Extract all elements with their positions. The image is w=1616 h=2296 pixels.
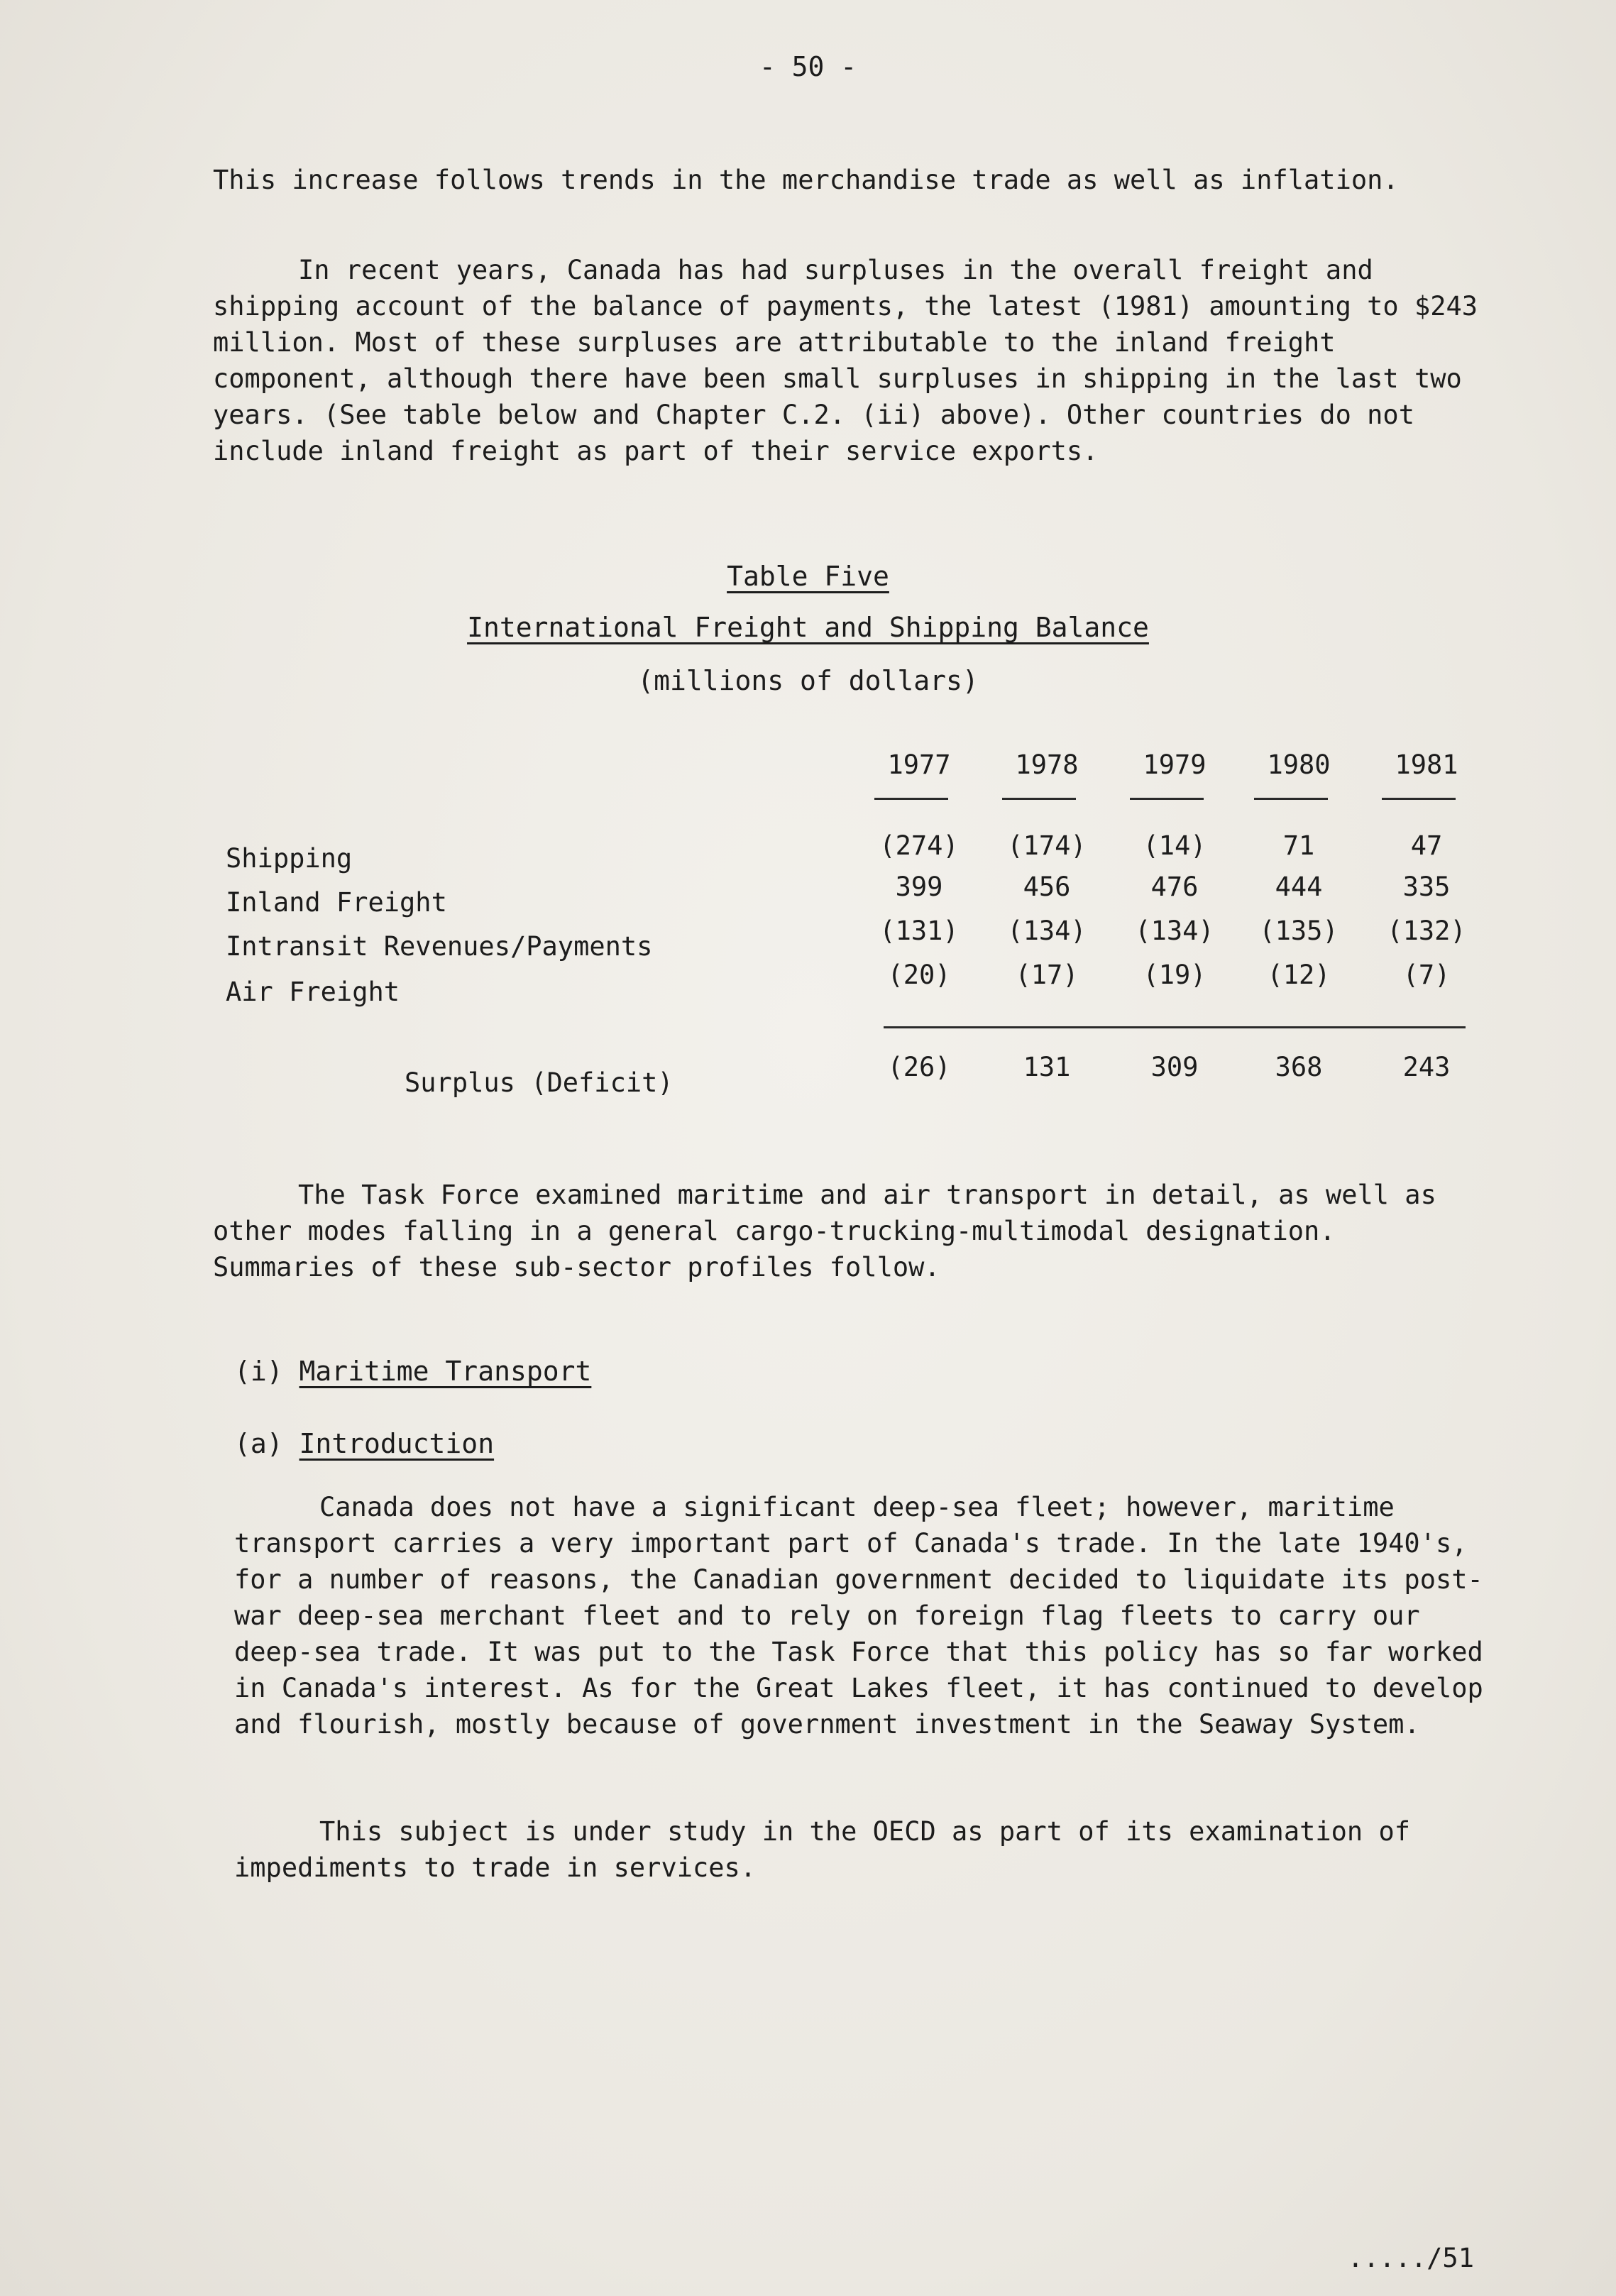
table-cell: (20): [887, 960, 951, 990]
table-cell: 368: [1275, 1052, 1323, 1082]
table-subtitle: (millions of dollars): [637, 665, 979, 696]
table-row: [213, 960, 1483, 1007]
row-label: Surplus (Deficit): [405, 1067, 674, 1098]
row-label: Shipping: [226, 843, 353, 874]
table-cell: (19): [1143, 960, 1206, 990]
table-cell: 71: [1282, 830, 1315, 861]
table-cell: 243: [1402, 1052, 1451, 1082]
column-header: 1980: [1267, 749, 1331, 780]
table-cell: 476: [1150, 872, 1199, 902]
subsection-heading: (a) Introduction: [234, 1428, 495, 1459]
table-cell: 131: [1023, 1052, 1071, 1082]
paragraph-4: Canada does not have a significant deep-sea fleet; however, maritime transport carries a very important part of Canada's trade. In the late 1940's, for a number of reasons, the Canadian government decided to liquidate its post-war deep-sea merchant fleet and to rely on foreign flag fleets to carry our deep-sea trade. It was put to the Task Force that this policy has so far worked in Canada's interest. As for the Great Lakes fleet, it has continued to develop and flourish, mostly because of government investment in the Seaway System.: [234, 1492, 1483, 1740]
table-cell: (7): [1402, 960, 1451, 990]
table-total-row: [213, 1052, 1483, 1098]
column-header: 1979: [1143, 749, 1206, 780]
page-number: - 50 -: [759, 51, 857, 82]
table-cell: (134): [1007, 916, 1087, 946]
column-rule: [874, 798, 948, 800]
table-cell: 456: [1023, 872, 1071, 902]
column-header: 1981: [1395, 749, 1458, 780]
column-header: 1978: [1015, 749, 1079, 780]
table-cell: (17): [1015, 960, 1079, 990]
table-cell: (14): [1143, 830, 1206, 861]
row-label: Inland Freight: [226, 887, 447, 918]
table-cell: (131): [879, 916, 959, 946]
table-cell: 399: [895, 872, 943, 902]
column-rule: [1382, 798, 1456, 800]
table-cell: 335: [1402, 872, 1451, 902]
table-label: Table Five: [727, 561, 889, 592]
total-rule: [884, 1026, 1466, 1028]
table-cell: (174): [1007, 830, 1087, 861]
table-row: [213, 916, 1483, 962]
column-rule: [1254, 798, 1328, 800]
table-header-row: [213, 749, 1483, 785]
table-row: [213, 872, 1483, 918]
section-heading: (i) Maritime Transport: [234, 1356, 592, 1387]
table-cell: (12): [1267, 960, 1331, 990]
column-rule: [1130, 798, 1204, 800]
table-cell: (274): [879, 830, 959, 861]
row-label: Intransit Revenues/Payments: [226, 931, 653, 962]
column-rule: [1002, 798, 1076, 800]
table-cell: (26): [887, 1052, 951, 1082]
continuation-marker: ...../51: [1347, 2243, 1474, 2273]
table-cell: 309: [1150, 1052, 1199, 1082]
table-cell: 444: [1275, 872, 1323, 902]
table-cell: (135): [1259, 916, 1339, 946]
table-cell: (132): [1387, 916, 1466, 946]
table-cell: 47: [1410, 830, 1443, 861]
table-row: [213, 830, 1483, 874]
paragraph-1: This increase follows trends in the merchandise trade as well as inflation.: [213, 165, 1399, 195]
table-title: International Freight and Shipping Balance: [467, 612, 1149, 643]
column-header: 1977: [887, 749, 951, 780]
table-cell: (134): [1135, 916, 1214, 946]
paragraph-2: In recent years, Canada has had surpluses in the overall freight and shipping account of the balance of payments, the latest (1981) amounting to $243 million. Most of these surpluses are attributable to the inland freight component, although there have been small surpluses in shipping in the last two years. (See table below and Chapter C.2. (ii) above). Other countries do not include inland freight as part of their service exports.: [213, 255, 1478, 466]
row-label: Air Freight: [226, 977, 400, 1007]
paragraph-3: The Task Force examined maritime and air transport in detail, as well as other modes falling in a general cargo-trucking-multimodal designation. Summaries of these sub-sector profiles follow.: [213, 1180, 1436, 1282]
paragraph-5: This subject is under study in the OECD as part of its examination of impediments to trade in services.: [234, 1816, 1411, 1883]
